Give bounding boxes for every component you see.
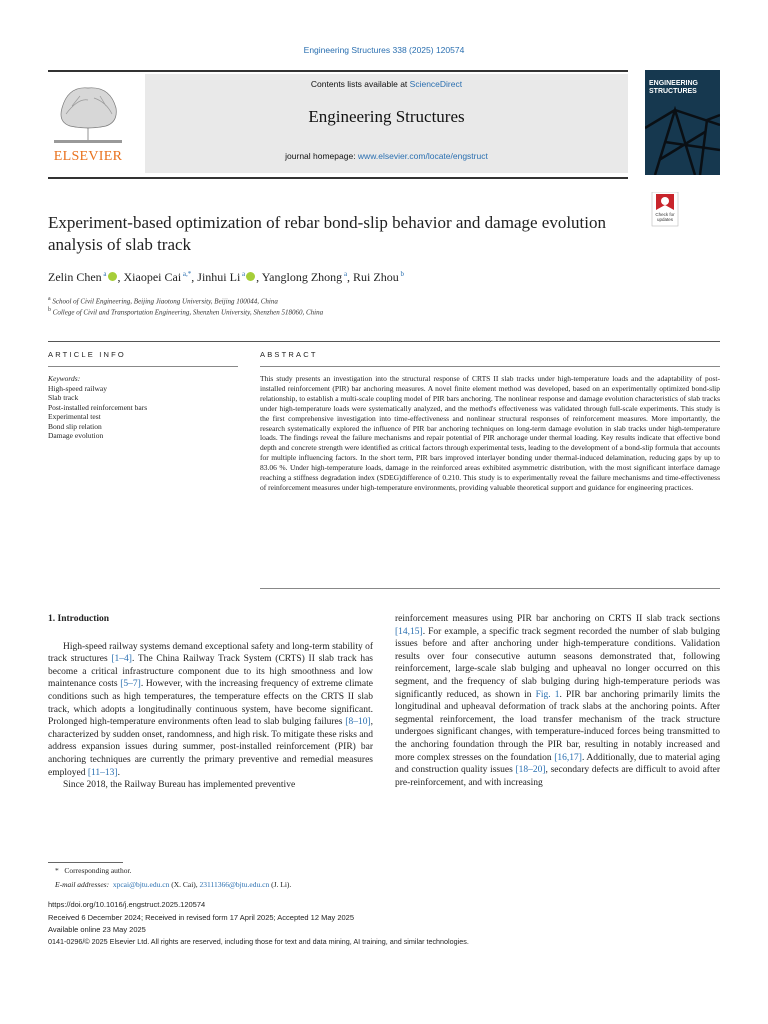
check-for-updates-label[interactable]: Check for updates xyxy=(655,212,675,222)
affiliation-a: $^a$ School of Civil Engineering, Beijing Jiaotong University, Beijing 100044, China xyxy=(48,296,278,306)
author-name[interactable]: Rui Zhou xyxy=(353,270,399,284)
citation-link[interactable]: [18–20] xyxy=(515,765,546,776)
citation-link[interactable]: [11–13] xyxy=(87,767,118,778)
author-affiliation-mark[interactable]: a xyxy=(101,270,107,278)
body-paragraph xyxy=(48,779,373,792)
doi-link[interactable]: https://doi.org/10.1016/j.engstruct.2025.120574 xyxy=(48,900,206,909)
paragraph-text: . Additionally, due to material aging and construction quality issues xyxy=(395,752,720,776)
journal-reference[interactable]: Engineering Structures 338 (2025) 120574 xyxy=(303,45,465,55)
abstract-text: This study presents an investigation into the structural response of CRTS II slab tracks under high-temperature loads and the adaptability of post-installed reinforcement (PIR) bar anchoring measures. A novel finite element method was developed, based on an experimentally optimized bond-slip relationship, to establish a multi-scale coupling model of PIR bars anchoring. The nonlinear response and damage evolution characteristics of slab tracks under high-temperature loads were systematically analyzed, and the method's effectiveness was validated through full-scale experiments. This study is the first comprehensive investigation into time-effectiveness and nonlinear structural responses of reinforcement measures. More importantly, the research systematically explored the influence of PIR bar anchoring techniques on long-term damage evolution in slab tracks under high-temperature loads. The findings reveal the failure mechanisms and repair potential of PIR anchorage under thermal loading. Key results indicate that effective bond depth and concrete strength were identified as critical factors through experimental tests, leading to the development of a bond-slip formula that accounts for multiple influencing factors. In the short term, PIR bars improved interlayer bonding under thermal-induced delamination, reducing gaps by up to 83.06 %. Under high-temperature loads, damage in the reinforced areas exhibited asymmetric distribution, with the most significant interface damage reaching a stiffness degradation index (SDEG)difference of 0.210. This study is to experimentally reveal the failure mechanisms and time-effectiveness of reinforcement measures under high-temperature environments, providing valuable theoretical support and guidance for engineering practices. xyxy=(260,374,720,492)
publisher-wordmark: ELSEVIER xyxy=(53,149,123,164)
paragraph-text: . xyxy=(117,767,120,778)
header-top-rule xyxy=(48,70,628,72)
orcid-icon[interactable] xyxy=(246,272,255,281)
available-online-date: Available online 23 May 2025 xyxy=(48,925,146,934)
paragraph-text: . PIR bar anchoring primarily limits the longitudinal and upheaval deformation of track slabs at the anchoring points. After segmental reinforcement, the load transfer mechanism of the track structure undergoes significant changes, with temperature-induced forces being transmitted to the anchoring foundation through the PIR bar, resulting in notably increased and more complex stresses on the foundation xyxy=(395,689,720,763)
footnote-rule xyxy=(48,862,123,863)
article-info-rule xyxy=(48,366,238,367)
paragraph-text: reinforcement measures using PIR bar anchoring on CRTS II slab track sections xyxy=(395,614,720,624)
copyright-notice: 0141-0296/© 2025 Elsevier Ltd. All rights are reserved, including those for text and data mining, AI training, and similar technologies. xyxy=(48,937,469,946)
journal-homepage-line: journal homepage: www.elsevier.com/locate/engstruct xyxy=(285,151,488,161)
journal-cover-image[interactable] xyxy=(645,70,720,175)
author-name[interactable]: Jinhui Li xyxy=(197,270,241,284)
paragraph-text: Since 2018, the Railway Bureau has implemented preventive xyxy=(63,780,296,791)
author-affiliation-mark[interactable]: a xyxy=(342,270,348,278)
citation-link[interactable]: [14,15] xyxy=(395,626,423,637)
citation-link[interactable]: [5–7] xyxy=(120,679,141,690)
paragraph-text: . However, with the increasing frequency of extreme climate conditions such as high temperatures, the temperature effects on the CRTS II slab track, which adopts a longitudinally continuous system, have become significant. Prolonged high-temperature environments often lead to slab bulging failures xyxy=(48,679,373,728)
corresponding-author-note: * Corresponding author. xyxy=(55,866,132,875)
received-dates: Received 6 December 2024; Received in revised form 17 April 2025; Accepted 12 May 2025 xyxy=(48,913,355,922)
paragraph-text: High-speed railway systems demand exceptional safety and long-term stability of track structures xyxy=(48,641,373,665)
article-info-heading: ARTICLE INFO xyxy=(48,350,126,359)
email-link-li[interactable]: 23111366@bjtu.edu.cn xyxy=(199,880,270,889)
body-paragraph xyxy=(48,641,373,780)
cover-title: ENGINEERING STRUCTURES xyxy=(649,80,699,95)
section-heading-introduction: 1. Introduction xyxy=(48,614,110,624)
front-matter-rule xyxy=(48,341,720,342)
email-addresses-note: E-mail addresses: xpcai@bjtu.edu.cn (X. Cai), 23111366@bjtu.edu.cn (J. Li). xyxy=(55,880,292,889)
keyword-item: Post-installed reinforcement bars xyxy=(48,402,148,412)
sciencedirect-link[interactable]: ScienceDirect xyxy=(409,79,463,89)
header-bottom-rule xyxy=(48,177,628,179)
intro-right-column xyxy=(395,613,720,789)
paragraph-text: , secondary defects are difficult to avoid after pre-reinforcement, and with increasing xyxy=(395,765,720,788)
body-paragraph xyxy=(395,613,720,789)
keywords-block xyxy=(48,374,238,441)
author-affiliation-mark[interactable]: a xyxy=(240,270,246,278)
citation-link[interactable]: [8–10] xyxy=(345,717,371,728)
keyword-item: Bond slip relation xyxy=(48,421,102,431)
keywords-label: Keywords: xyxy=(48,374,81,383)
citation-link[interactable]: [16,17] xyxy=(554,752,582,763)
check-for-updates-icon[interactable] xyxy=(648,192,682,228)
abstract-rule xyxy=(260,366,720,367)
keyword-item: Damage evolution xyxy=(48,431,104,440)
keyword-item: Slab track xyxy=(48,393,79,402)
keyword-item: Experimental test xyxy=(48,412,101,421)
affiliation-b: $^b$ College of Civil and Transportation Engineering, Shenzhen University, Shenzhen 518060, China xyxy=(48,307,324,317)
journal-title[interactable]: Engineering Structures xyxy=(308,107,465,126)
citation-link[interactable]: Fig. 1 xyxy=(535,689,560,700)
paragraph-text: . For example, a specific track segment recorded the number of slab bulging issues before and after anchoring under high-temperature conditions. Validation results over four consecutive autumn seasons demonstrated that, following reinforcement, large-scale slab bulging and upheaval no longer occurred on this segment, and the frequency of slab bulging during high-temperature periods was significantly reduced, as shown in xyxy=(395,626,720,700)
abstract-heading: ABSTRACT xyxy=(260,350,318,359)
cover-structure-art xyxy=(645,70,720,175)
contents-available-line: Contents lists available at ScienceDirect xyxy=(310,79,463,89)
intro-left-column xyxy=(48,613,373,792)
paragraph-text: . The China Railway Track System (CRTS) II slab track has become a critical infrastructure component due to its high smoothness and low maintenance costs xyxy=(48,654,374,690)
journal-homepage-link[interactable]: www.elsevier.com/locate/engstruct xyxy=(357,151,488,161)
paragraph-text: , characterized by sudden onset, randomness, and high risk. To mitigate these risks and address expansion issues during summer, post-installed reinforcement (PIR) bar anchoring techniques are currently the primary preventive and remedial measures employed xyxy=(48,717,373,778)
author-name[interactable]: Zelin Chen xyxy=(48,270,102,284)
orcid-icon[interactable] xyxy=(108,272,117,281)
abstract-bottom-rule xyxy=(260,588,720,589)
citation-link[interactable]: [1–4] xyxy=(111,654,132,665)
keyword-item: High-speed railway xyxy=(48,383,107,393)
author-affiliation-mark[interactable]: b xyxy=(398,270,404,278)
email-link-cai[interactable]: xpcai@bjtu.edu.cn xyxy=(112,880,170,889)
author-name[interactable]: Yanglong Zhong xyxy=(261,270,343,284)
author-name[interactable]: Xiaopei Cai xyxy=(123,270,182,284)
author-list: Zelin Chen $^a$ , Xiaopei Cai $^{a,*}$, Jinhui Li $^a$ , Yanglong Zhong $^a$, Rui Zhou $^b$ xyxy=(48,270,404,284)
article-title: Experiment-based optimization of rebar bond-slip behavior and damage evolution analysis of slab track xyxy=(48,213,606,254)
author-affiliation-mark[interactable]: a,* xyxy=(181,270,192,278)
